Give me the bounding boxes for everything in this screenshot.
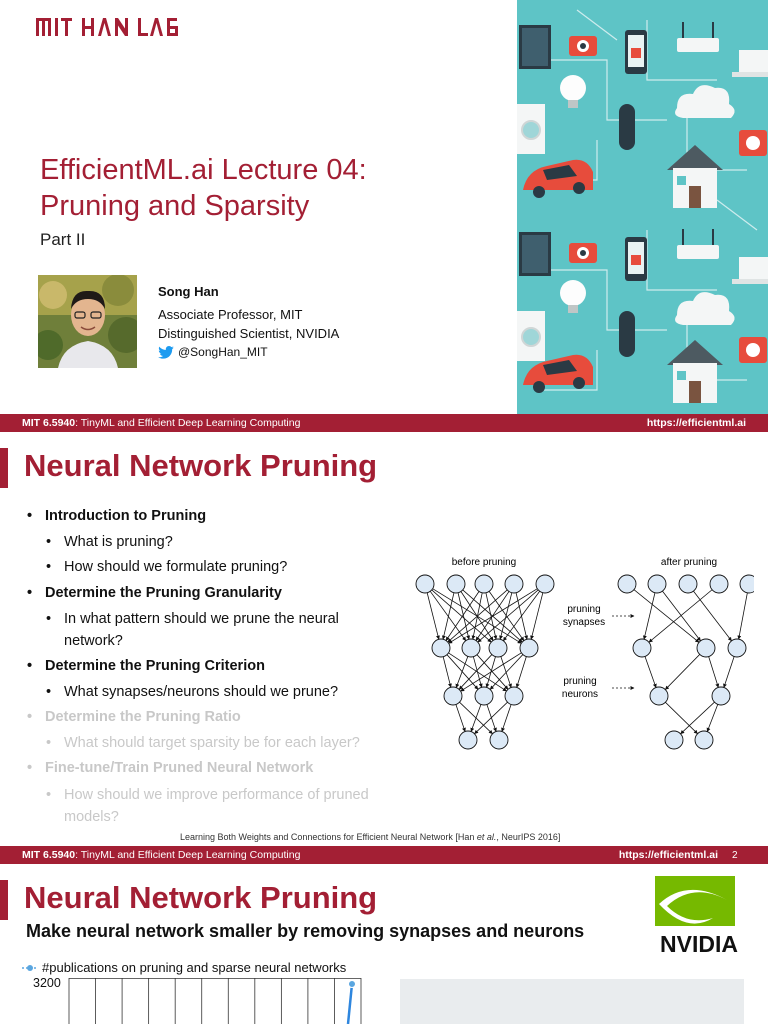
page-number: 2 bbox=[732, 849, 738, 861]
slide-title: Neural Network Pruning bbox=[24, 880, 378, 915]
title-slide bbox=[0, 0, 768, 432]
pruning-diagram bbox=[404, 550, 754, 750]
neuron-node bbox=[697, 639, 715, 657]
footer-url[interactable]: https://efficientml.ai bbox=[646, 417, 746, 429]
neuron-node bbox=[650, 687, 668, 705]
synapse-edge bbox=[471, 704, 481, 731]
pruning-neurons-label-1: pruning bbox=[563, 676, 597, 687]
neuron-node bbox=[447, 575, 465, 593]
synapse-edge bbox=[649, 590, 712, 642]
neuron-node bbox=[695, 731, 713, 749]
author-photo bbox=[38, 275, 137, 368]
neuron-node bbox=[648, 575, 666, 593]
outline-subitem: • How should we formulate pruning? bbox=[27, 555, 427, 581]
synapse-edge bbox=[456, 656, 468, 687]
series-line bbox=[348, 984, 352, 1024]
author-role-nvidia: Distinguished Scientist, NVIDIA bbox=[158, 326, 340, 341]
synapse-edge bbox=[644, 593, 655, 639]
y-tick-label-top: 3200 bbox=[33, 976, 61, 990]
publications-chart bbox=[65, 978, 365, 1024]
synapse-edge bbox=[430, 591, 465, 640]
neuron-node bbox=[710, 575, 728, 593]
synapse-edge bbox=[681, 702, 715, 734]
neuron-node bbox=[475, 575, 493, 593]
neuron-node bbox=[475, 687, 493, 705]
pruning-intro-slide bbox=[0, 866, 768, 1024]
lecture-outline bbox=[27, 504, 427, 830]
outline-subitem: • What is pruning? bbox=[27, 530, 427, 556]
outline-item: • Determine the Pruning Granularity bbox=[27, 581, 427, 607]
synapse-edge bbox=[443, 593, 454, 639]
author-role-mit: Associate Professor, MIT bbox=[158, 307, 303, 322]
outline-subitem: • How should we improve performance of pruned models? bbox=[27, 782, 427, 830]
pruning-synapses-label-2: synapses bbox=[562, 617, 606, 628]
series-point bbox=[349, 981, 356, 988]
outline-slide bbox=[0, 432, 768, 866]
twitter-bird-icon bbox=[158, 346, 174, 359]
neuron-node bbox=[489, 639, 507, 657]
footer-course: MIT 6.5940: TinyML and Efficient Deep Learning Computing bbox=[22, 417, 301, 429]
twitter-handle-text: @SongHan_MIT bbox=[178, 345, 268, 359]
neuron-node bbox=[618, 575, 636, 593]
neuron-node bbox=[712, 687, 730, 705]
synapse-edge bbox=[461, 653, 522, 691]
citation: Learning Both Weights and Connections for Efficient Neural Network [Han et al., NeurIPS 2016] bbox=[180, 832, 561, 842]
synapse-edge bbox=[456, 705, 465, 732]
neuron-node bbox=[536, 575, 554, 593]
synapse-edge bbox=[709, 657, 719, 688]
synapse-edge bbox=[665, 702, 697, 733]
lecture-title-line2: Pruning and Sparsity bbox=[40, 190, 310, 222]
synapse-edge bbox=[427, 593, 439, 640]
pruning-neurons-label-2: neurons bbox=[561, 689, 599, 700]
neuron-node bbox=[679, 575, 697, 593]
neuron-node bbox=[728, 639, 746, 657]
legend-line-marker-icon bbox=[22, 964, 38, 972]
neuron-node bbox=[665, 731, 683, 749]
neuron-node bbox=[490, 731, 508, 749]
synapse-edge bbox=[459, 655, 492, 690]
nvidia-logo bbox=[647, 876, 751, 956]
outline-subitem: • What should target sparsity be for each layer? bbox=[27, 731, 427, 757]
outline-item: • Determine the Pruning Ratio bbox=[27, 705, 427, 731]
title-accent-bar bbox=[0, 880, 8, 920]
footer-course: MIT 6.5940: TinyML and Efficient Deep Learning Computing bbox=[22, 849, 301, 861]
legend-label: #publications on pruning and sparse neural networks bbox=[42, 960, 347, 975]
synapse-edge bbox=[447, 655, 478, 690]
pruning-synapses-label-1: pruning bbox=[567, 604, 601, 615]
mit-han-lab-logo bbox=[36, 16, 196, 38]
chart-legend bbox=[22, 960, 346, 975]
author-name: Song Han bbox=[158, 284, 219, 299]
title-accent-bar bbox=[0, 448, 8, 488]
lecture-part: Part II bbox=[40, 230, 86, 249]
synapse-edge bbox=[443, 657, 451, 688]
neuron-node bbox=[505, 687, 523, 705]
synapse-edge bbox=[634, 590, 699, 643]
neuron-node bbox=[459, 731, 477, 749]
nvidia-wordmark: NVIDIA bbox=[660, 931, 738, 956]
outline-subitem: • In what pattern should we prune the neural network? bbox=[27, 606, 387, 654]
synapse-edge bbox=[693, 591, 731, 641]
synapse-edge bbox=[531, 593, 543, 640]
author-block bbox=[158, 282, 339, 362]
slide-title: Neural Network Pruning bbox=[24, 448, 378, 483]
synapse-edge bbox=[724, 657, 734, 688]
slide-subtitle: Make neural network smaller by removing synapses and neurons bbox=[26, 921, 585, 941]
neuron-node bbox=[462, 639, 480, 657]
synapse-edge bbox=[517, 657, 527, 688]
before-pruning-label: before pruning bbox=[451, 557, 517, 568]
footer-bar bbox=[0, 414, 768, 432]
neuron-node bbox=[444, 687, 462, 705]
neuron-node bbox=[633, 639, 651, 657]
synapse-edge bbox=[645, 656, 656, 687]
twitter-handle[interactable] bbox=[158, 343, 339, 362]
neuron-node bbox=[520, 639, 538, 657]
synapse-edge bbox=[500, 593, 512, 640]
neuron-node bbox=[740, 575, 754, 593]
outline-subitem: • What synapses/neurons should we prune? bbox=[27, 680, 427, 706]
outline-item: • Introduction to Pruning bbox=[27, 504, 427, 530]
neuron-node bbox=[416, 575, 434, 593]
synapse-edge bbox=[477, 655, 508, 690]
lecture-title-line1: EfficientML.ai Lecture 04: bbox=[40, 154, 367, 186]
footer-url[interactable]: https://efficientml.ai bbox=[618, 849, 718, 861]
synapse-edge bbox=[707, 704, 718, 731]
outline-item: • Determine the Pruning Criterion bbox=[27, 654, 427, 680]
synapse-edge bbox=[662, 591, 700, 641]
synapse-edge bbox=[665, 654, 699, 689]
iot-devices-illustration bbox=[517, 0, 768, 414]
after-pruning-label: after pruning bbox=[660, 557, 718, 568]
synapse-edge bbox=[502, 705, 511, 732]
paper-screenshot bbox=[400, 979, 744, 1024]
synapse-edge bbox=[739, 593, 748, 639]
lecture-title bbox=[40, 152, 367, 224]
footer-bar bbox=[0, 846, 768, 864]
neuron-node bbox=[505, 575, 523, 593]
synapse-edge bbox=[448, 590, 507, 642]
neuron-node bbox=[432, 639, 450, 657]
outline-item: • Fine-tune/Train Pruned Neural Network bbox=[27, 756, 427, 782]
